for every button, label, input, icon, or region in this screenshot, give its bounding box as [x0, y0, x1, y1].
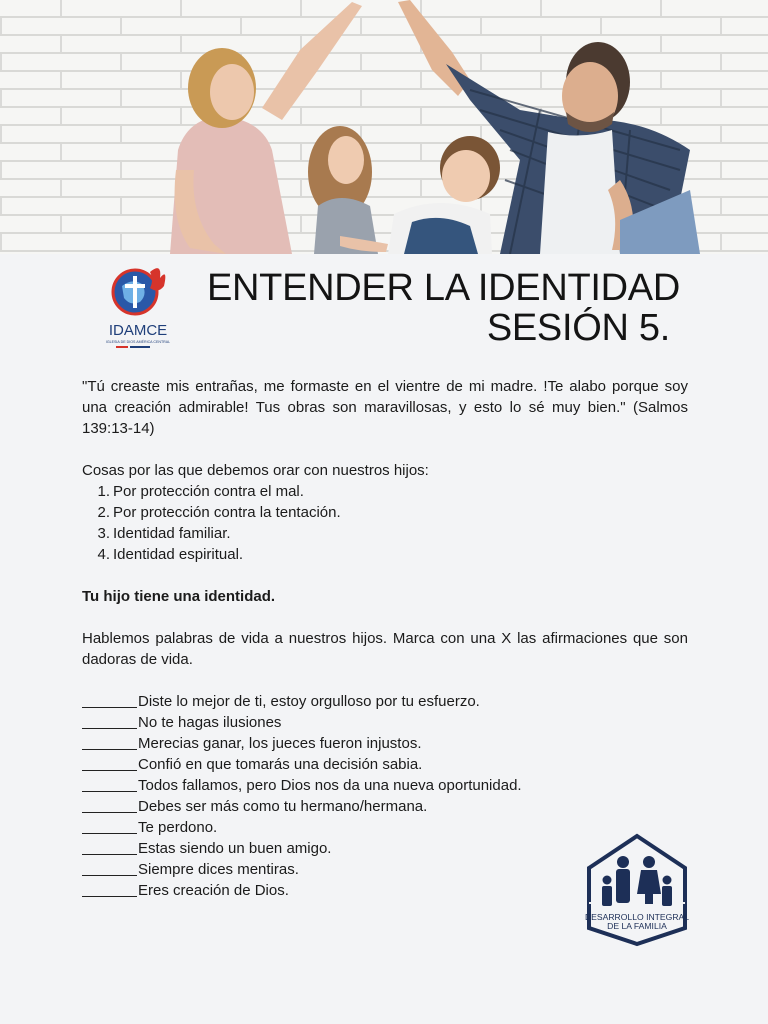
answer-blank[interactable]	[82, 712, 137, 729]
checklist-item: Merecias ganar, los jueces fueron injustos.	[82, 733, 688, 754]
idamce-logo	[102, 264, 176, 352]
svg-text:IGLESIA DE DIOS AMÉRICA CENTRA: IGLESIA DE DIOS AMÉRICA CENTRAL	[105, 340, 171, 344]
title-line-2: SESIÓN 5.	[486, 307, 670, 349]
girl-figure	[308, 126, 388, 254]
prayer-list	[82, 481, 688, 565]
svg-text:DE LA FAMILIA: DE LA FAMILIA	[607, 921, 667, 931]
checklist-item: No te hagas ilusiones	[82, 712, 688, 733]
list-item: 3. Identidad familiar.	[97, 525, 231, 542]
answer-blank[interactable]	[82, 838, 137, 855]
list-item: 1. Por protección contra el mal.	[97, 483, 304, 500]
checklist-item: Estas siendo un buen amigo.	[82, 838, 688, 859]
bible-verse: "Tú creaste mis entrañas, me formaste en el vientre de mi madre. !Te alabo porque soy una creación admirable! Tus obras son maravillosas, y esto lo sé muy bien." (Salmos 139:13-14)	[82, 378, 688, 437]
svg-text:IDAMCE: IDAMCE	[108, 322, 168, 339]
answer-blank[interactable]	[82, 691, 137, 708]
boy-figure	[388, 136, 500, 254]
worksheet-body	[82, 376, 688, 901]
instructions: Hablemos palabras de vida a nuestros hijos. Marca con una X las afirmaciones que son dadoras de vida.	[82, 630, 688, 668]
title-line-1: ENTENDER LA IDENTIDAD	[206, 267, 680, 309]
checklist-item: Debes ser más como tu hermano/hermana.	[82, 796, 688, 817]
list-item: 4. Identidad espiritual.	[97, 546, 244, 563]
answer-blank[interactable]	[82, 817, 137, 834]
checklist-item: Te perdono.	[82, 817, 688, 838]
answer-blank[interactable]	[82, 775, 137, 792]
identity-heading: Tu hijo tiene una identidad.	[82, 588, 276, 605]
family-icon	[602, 856, 672, 906]
prayer-intro: Cosas por las que debemos orar con nuestros hijos:	[82, 462, 429, 479]
family-photo	[0, 0, 768, 254]
checklist-item: Todos fallamos, pero Dios nos da una nueva oportunidad.	[82, 775, 688, 796]
flame-icon	[150, 268, 165, 290]
svg-text:DESARROLLO INTEGRAL: DESARROLLO INTEGRAL	[584, 912, 690, 922]
answer-blank[interactable]	[82, 796, 137, 813]
family-development-logo	[583, 832, 691, 948]
list-item: 2. Por protección contra la tentación.	[97, 504, 341, 521]
checklist-item: Confió en que tomarás una decisión sabia.	[82, 754, 688, 775]
answer-blank[interactable]	[82, 859, 137, 876]
answer-blank[interactable]	[82, 880, 137, 897]
checklist-item: Siempre dices mentiras.	[82, 859, 688, 880]
page-title	[207, 268, 680, 348]
checklist-item: Eres creación de Dios.	[82, 880, 688, 901]
checklist-item: Diste lo mejor de ti, estoy orgulloso por tu esfuerzo.	[82, 691, 688, 712]
answer-blank[interactable]	[82, 733, 137, 750]
answer-blank[interactable]	[82, 754, 137, 771]
